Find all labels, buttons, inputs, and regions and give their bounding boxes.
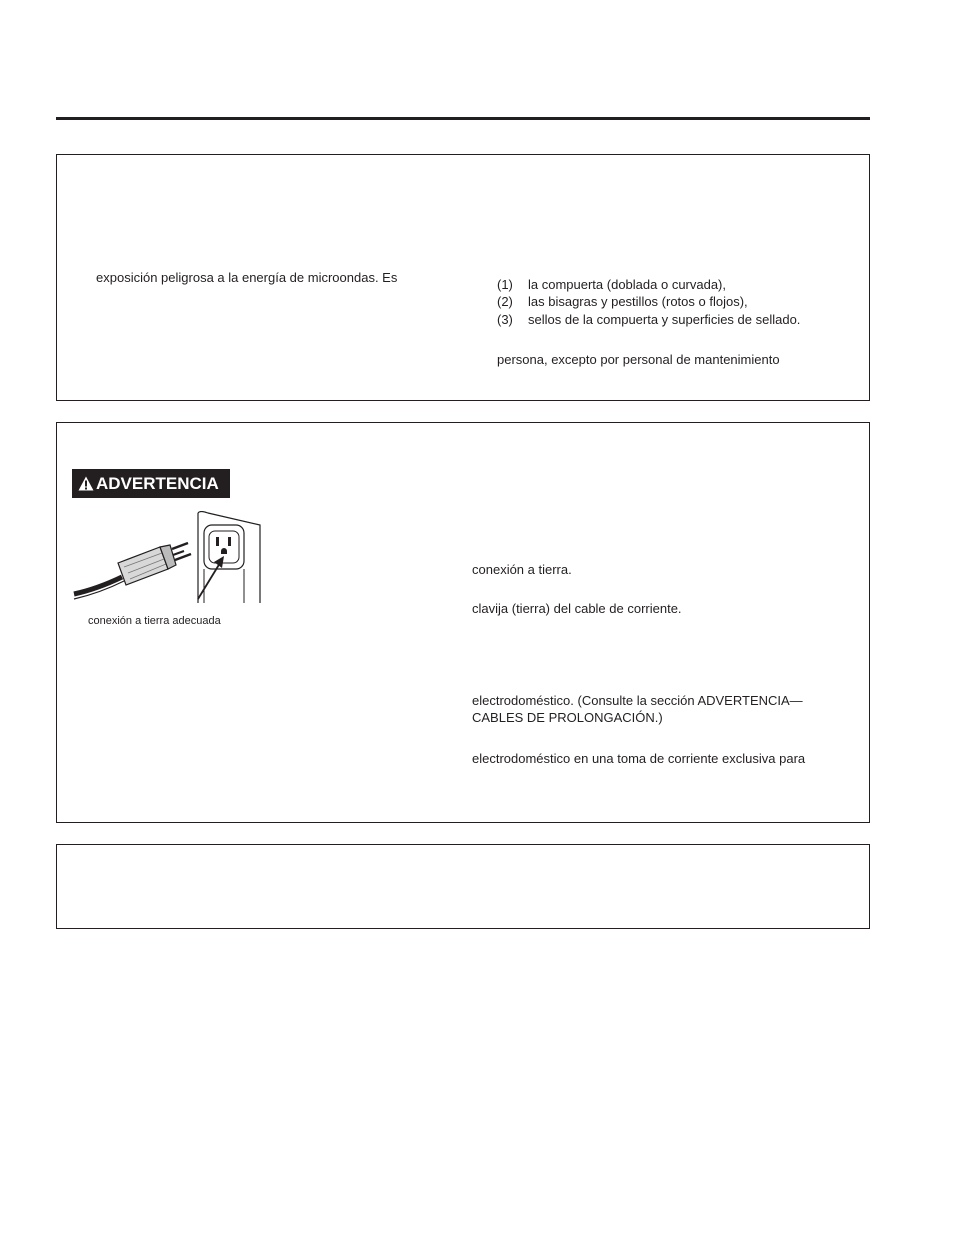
list-item-number: (3) (497, 312, 513, 327)
microwave-left-text: exposición peligrosa a la energía de microondas. Es (96, 270, 398, 285)
grounding-text-line: clavija (tierra) del cable de corriente. (472, 601, 682, 616)
list-item: las bisagras y pestillos (rotos o flojos), (528, 294, 748, 309)
warning-triangle-icon (78, 476, 94, 491)
notice-box (56, 844, 870, 929)
illustration-caption: conexión a tierra adecuada (88, 615, 221, 627)
header-rule (56, 117, 870, 120)
list-item: sellos de la compuerta y superficies de sellado. (528, 312, 801, 327)
microwave-right-text: persona, excepto por personal de mantenimiento (497, 352, 780, 367)
microwave-precautions-box (56, 154, 870, 401)
grounding-text-line: conexión a tierra. (472, 562, 572, 577)
grounded-plug-illustration (72, 511, 262, 606)
warning-badge (72, 469, 230, 498)
grounding-text-line: electrodoméstico. (Consulte la sección ADVERTENCIA— (472, 693, 803, 708)
list-item-number: (1) (497, 277, 513, 292)
list-item-number: (2) (497, 294, 513, 309)
grounding-warning-box (56, 422, 870, 823)
list-item: la compuerta (doblada o curvada), (528, 277, 727, 292)
grounding-text-line: CABLES DE PROLONGACIÓN.) (472, 710, 663, 725)
warning-badge-label: ADVERTENCIA (96, 473, 219, 493)
grounding-text-line: electrodoméstico en una toma de corriente exclusiva para (472, 751, 806, 766)
